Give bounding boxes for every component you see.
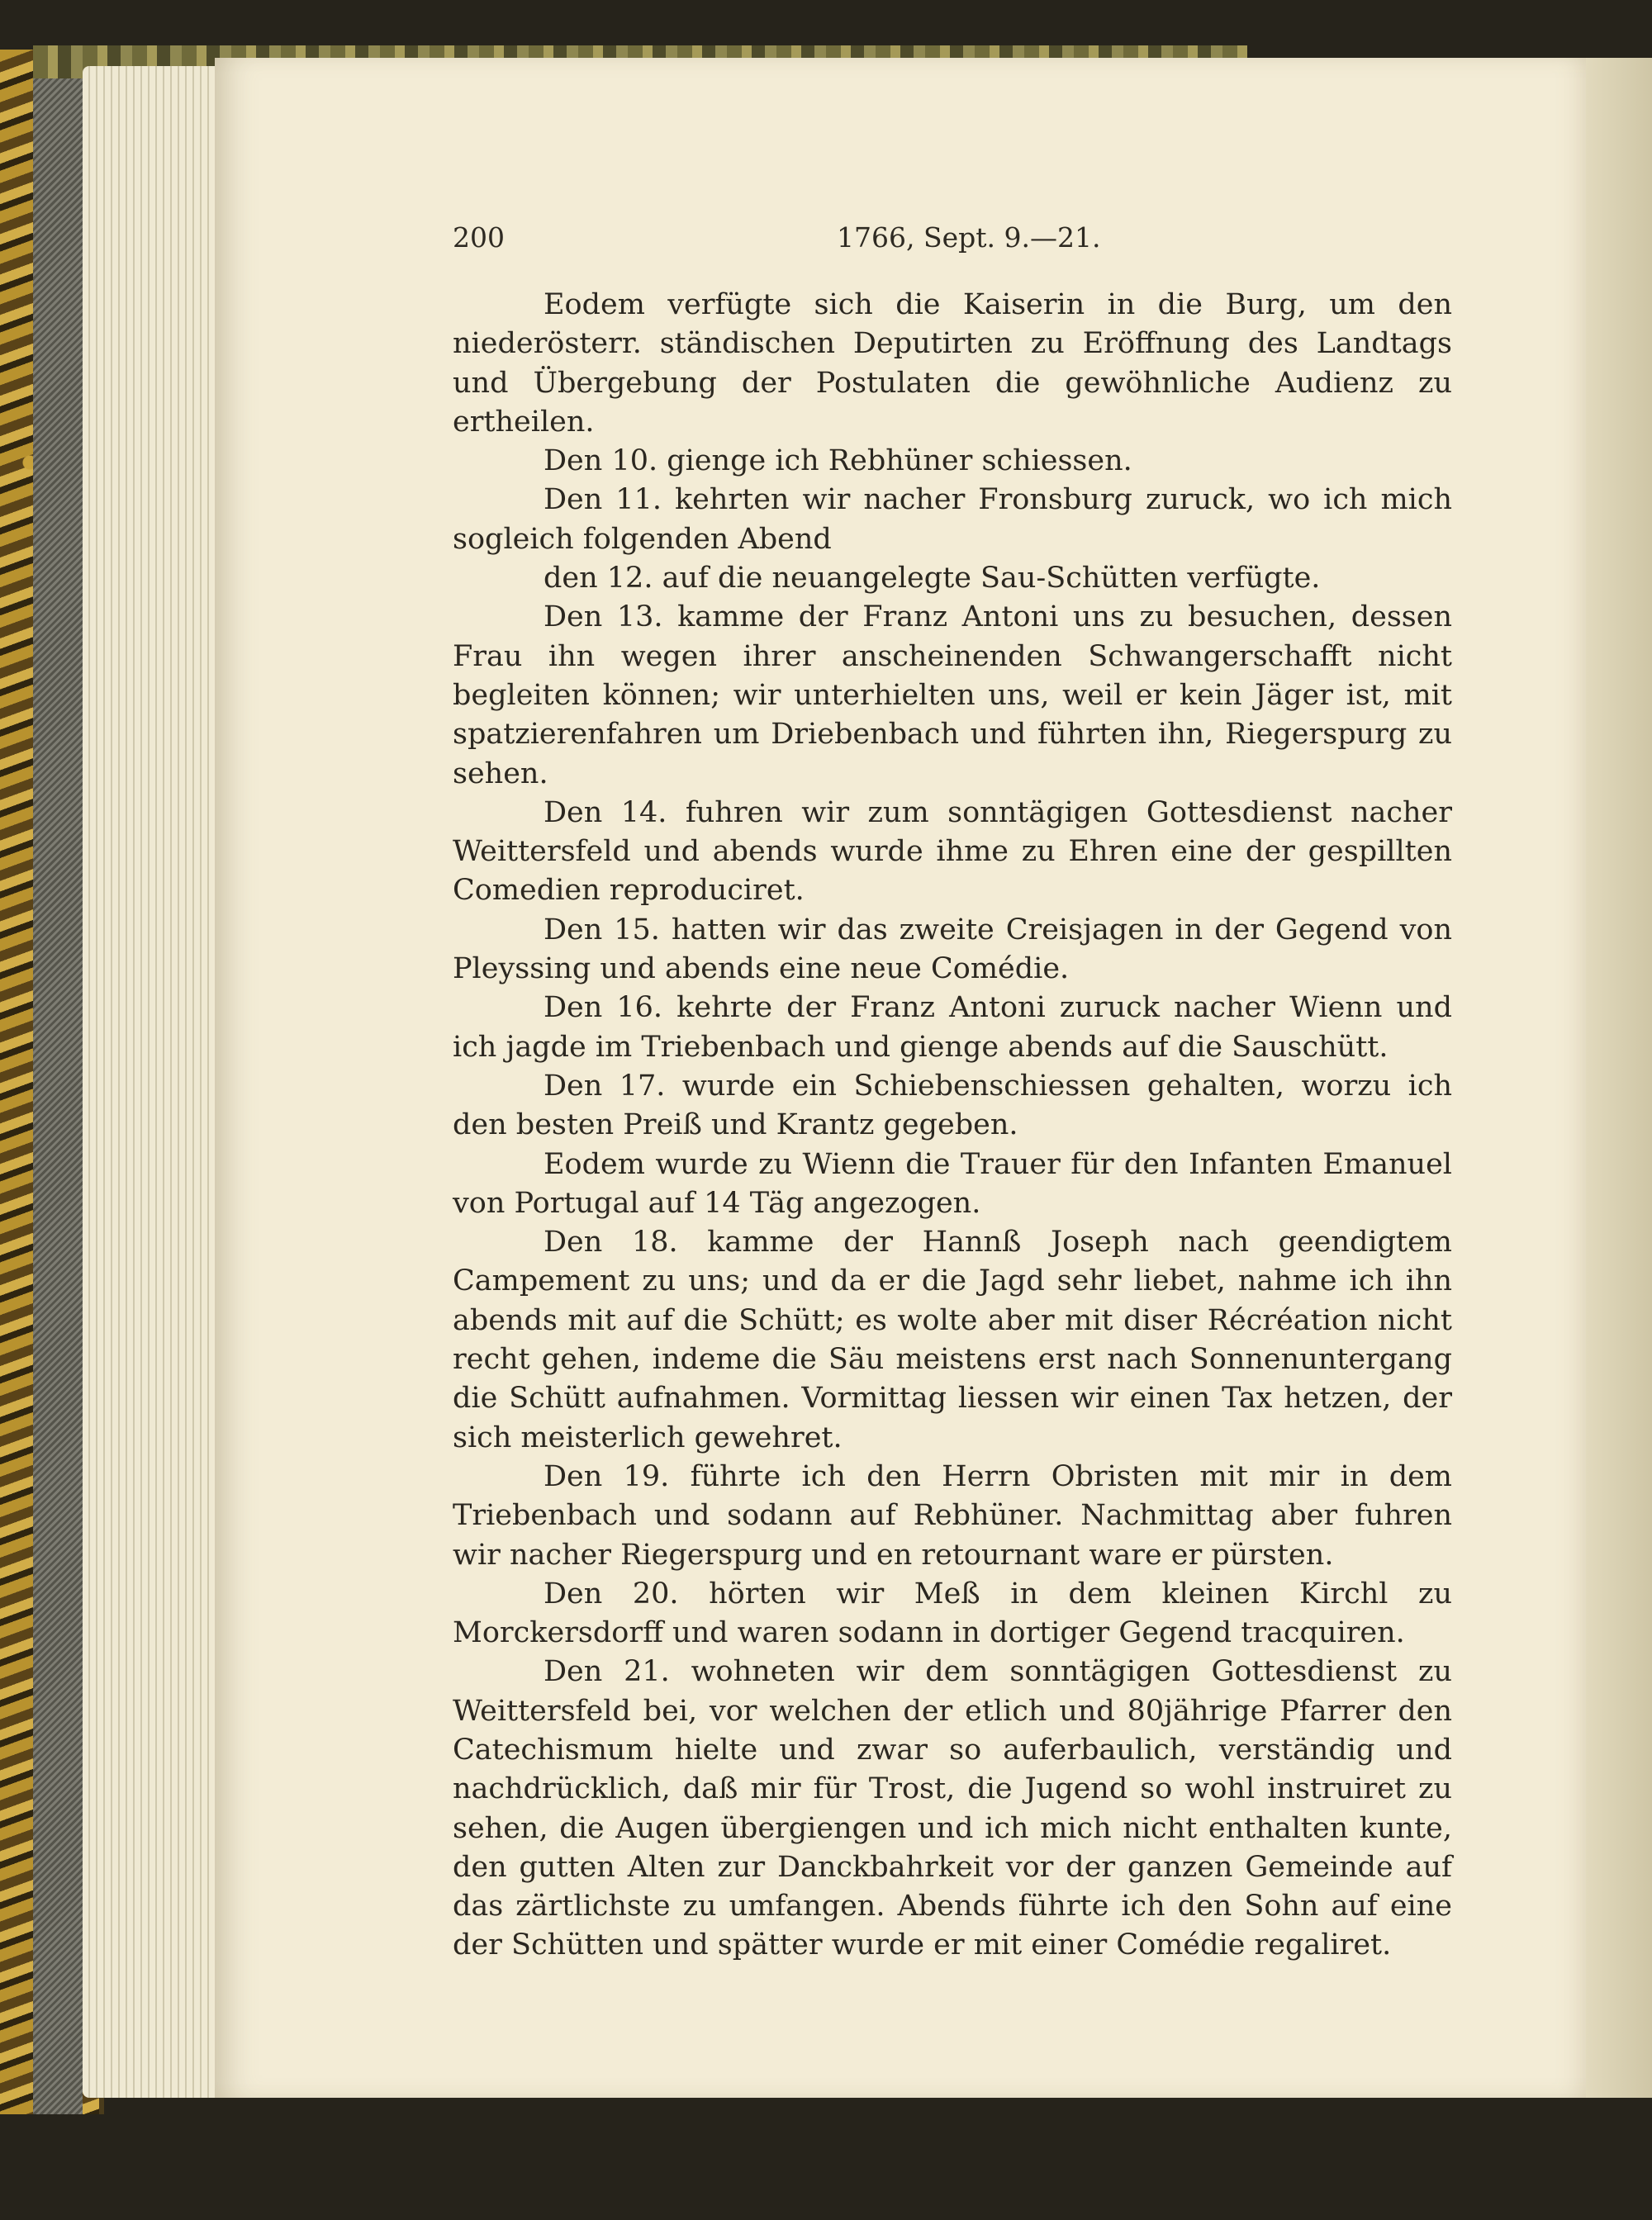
paragraph: Eodem verfügte sich die Kaiserin in die Burg, um den niederösterr. ständischen Deputirten zu Eröffnung des Landtags und Übergebung der Postulaten die gewöhnliche Audienz zu ertheilen. [453,288,1452,439]
paragraph: Den 16. kehrte der Franz Antoni zuruck nacher Wienn und ich jagde im Triebenbach und gienge abends auf die Sauschütt. [453,991,1452,1064]
running-title: 1766, Sept. 9.—21. [837,221,1101,254]
paragraph: Den 14. fuhren wir zum sonntägigen Gottesdienst nacher Weittersfeld und abends wurde ihme zu Ehren eine der gespillten Comedien reproduciret. [453,795,1452,908]
paragraph: Den 20. hörten wir Meß in dem kleinen Kirchl zu Morckersdorff und waren sodann in dortiger Gegend tracquiren. [453,1577,1452,1650]
next-page-edge [1578,58,1652,2098]
paragraph: Den 21. wohneten wir dem sonntägigen Gottesdienst zu Weittersfeld bei, vor welchen der etlich und 80jährige Pfarrer den Catechismum hielte und zwar so auferbaulich, verständig und nachdrücklich, daß mir für Trost, die Jugend so wohl instruiret zu sehen, die Augen übergiengen und ich mich nicht enthalten kunte, den gutten Alten zur Danckbahrkeit vor der ganzen Gemeinde auf das zärtlichste zu umfangen. Abends führte ich den Sohn auf eine der Schütten und spätter wurde er mit einer Comédie regaliret. [453,1655,1452,1962]
paragraph: Den 17. wurde ein Schiebenschiessen gehalten, worzu ich den besten Preiß und Krantz gegeben. [453,1069,1452,1142]
paragraph: Eodem wurde zu Wienn die Trauer für den Infanten Emanuel von Portugal auf 14 Täg angezogen. [453,1147,1452,1220]
paragraph: den 12. auf die neuangelegte Sau-Schütten verfügte. [544,562,1321,595]
paragraph: Den 15. hatten wir das zweite Creisjagen in der Gegend von Pleyssing und abends eine neue Comédie. [453,913,1452,986]
paragraph: Den 13. kamme der Franz Antoni uns zu besuchen, dessen Frau ihn wegen ihrer anscheinenden Schwangerschafft nicht begleiten können; wir unterhielten uns, weil er kein Jäger ist, mit spatzierenfahren um Driebenbach und führten ihn, Riegerspurg zu sehen. [453,600,1452,790]
book-spine-cloth [33,50,83,2114]
paragraph: Den 18. kamme der Hannß Joseph nach geendigtem Campement zu uns; und da er die Jagd sehr liebet, nahme ich ihn abends mit auf die Schütt; es wolte aber mit diser Récréation nicht recht gehen, indeme die Säu meistens erst nach Sonnenuntergang die Schütt aufnahmen. Vormittag liessen wir einen Tax hetzen, der sich meisterlich gewehret. [453,1226,1452,1454]
body-text [453,286,1452,1966]
page-header [453,221,1452,259]
paragraph: Den 10. gienge ich Rebhüner schiessen. [544,444,1132,478]
paragraph: Den 19. führte ich den Herrn Obristen mit mir in dem Triebenbach und sodann auf Rebhüner. Nachmittag aber fuhren wir nacher Riegerspurg und en retournant ware er pürsten. [453,1459,1452,1572]
paragraph: Den 11. kehrten wir nacher Fronsburg zuruck, wo ich mich sogleich folgenden Abend [453,483,1452,556]
page-number: 200 [453,221,505,254]
page-edges [83,66,231,2098]
